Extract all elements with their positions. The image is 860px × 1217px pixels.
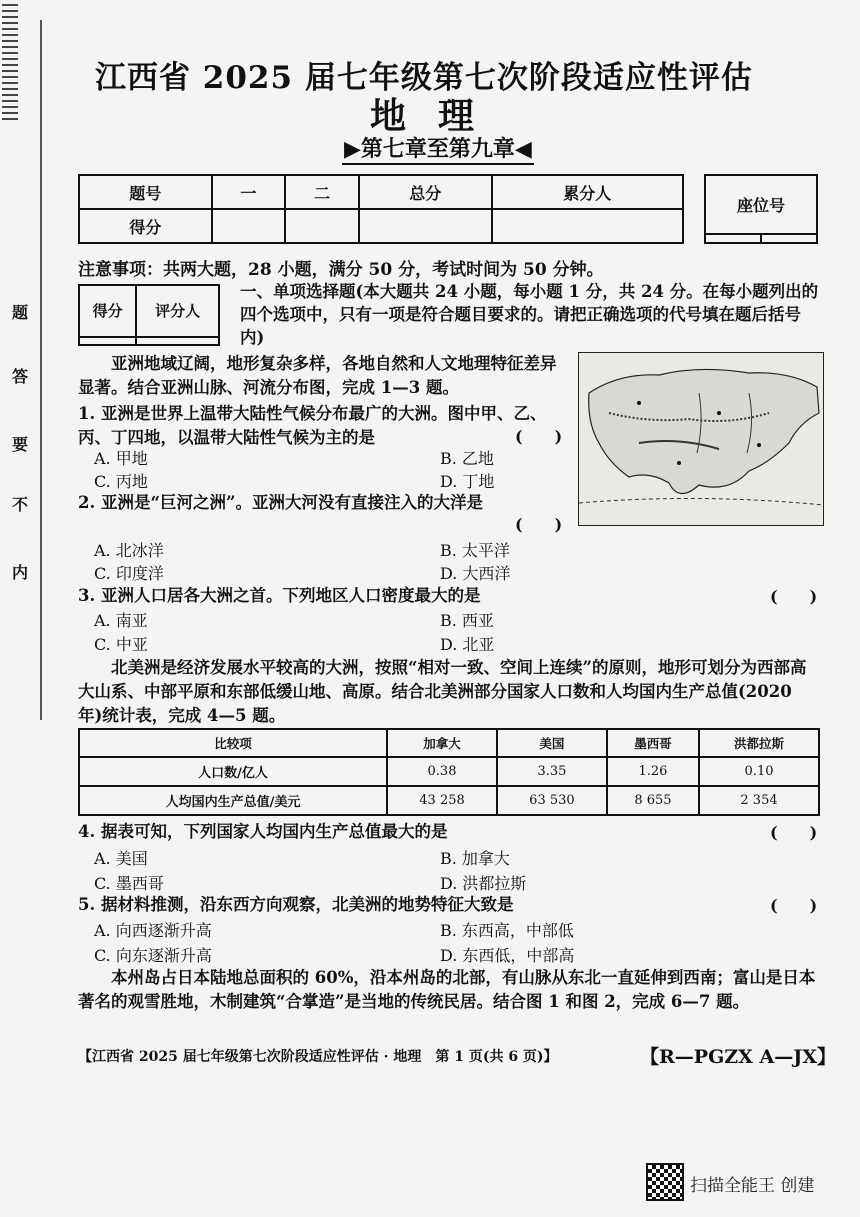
- score-header-cell: 题号: [79, 175, 212, 209]
- paper-code: 【R—PGZX A—JX】: [640, 1046, 837, 1068]
- question-4-option-c[interactable]: C. 墨西哥: [94, 874, 164, 893]
- question-5-option-d[interactable]: D. 东西低，中部高: [440, 946, 575, 965]
- score-header-cell: 累分人: [492, 175, 684, 209]
- question-3-option-a[interactable]: A. 南亚: [94, 611, 148, 630]
- subject-title: 地理: [370, 95, 507, 137]
- exam-notes: 注意事项：共两大题，28 小题，满分 50 分，考试时间为 50 分钟。: [78, 260, 604, 280]
- question-3-option-d[interactable]: D. 北亚: [440, 635, 495, 654]
- question-4-option-a[interactable]: A. 美国: [94, 849, 148, 868]
- table-cell: 1.26: [607, 757, 699, 786]
- question-2-option-b[interactable]: B. 太平洋: [440, 541, 510, 560]
- table-cell: 43 258: [387, 786, 497, 815]
- section-heading: 一、单项选择题(本大题共 24 小题，每小题 1 分，共 24 分。在每小题列出的四个选项中，只有一项是符合题目要求的。请把正确选项的代号填在题后括号内): [240, 282, 819, 347]
- score-cell[interactable]: [212, 209, 286, 243]
- score-cell[interactable]: [492, 209, 684, 243]
- seat-cell[interactable]: [705, 234, 761, 243]
- scanner-watermark: 扫描全能王 创建: [690, 1176, 815, 1196]
- grader-cell[interactable]: [136, 337, 219, 345]
- question-5-option-b[interactable]: B. 东西高，中部低: [440, 921, 574, 940]
- question-4-option-d[interactable]: D. 洪都拉斯: [440, 874, 527, 893]
- question-3-option-c[interactable]: C. 中亚: [94, 635, 148, 654]
- binding-char-nei: 内: [12, 563, 29, 582]
- question-2-answer-paren[interactable]: ( ): [515, 515, 563, 534]
- question-3-stem: 3. 亚洲人口居各大洲之首。下列地区人口密度最大的是: [78, 586, 481, 605]
- table-cell: 人均国内生产总值/美元: [79, 786, 387, 815]
- table-header-cell: 加拿大: [387, 729, 497, 757]
- passage-north-america: 北美洲是经济发展水平较高的大洲，按照“相对一致、空间上连续”的原则，地形可划分为西部高大山系、中部平原和东部低缓山地、高原。结合北美洲部分国家人口数和人均国内生产总值(2020 年)统计表，完成 4—5 题。: [78, 658, 807, 725]
- score-table: [78, 174, 684, 244]
- table-cell: 0.38: [387, 757, 497, 786]
- table-cell: 人口数/亿人: [79, 757, 387, 786]
- passage-asia: 亚洲地域辽阔，地形复杂多样，各地自然和人文地理特征差异显著。结合亚洲山脉、河流分布图，完成 1—3 题。: [78, 354, 557, 397]
- question-2-option-c[interactable]: C. 印度洋: [94, 564, 164, 583]
- table-cell: 2 354: [699, 786, 819, 815]
- seat-cell[interactable]: [761, 234, 817, 243]
- score-cell[interactable]: [359, 209, 492, 243]
- score-header-cell: 总分: [359, 175, 492, 209]
- score-row-label: 得分: [79, 209, 212, 243]
- passage-japan: 本州岛占日本陆地总面积的 60%，沿本州岛的北部，有山脉从东北一直延伸到西南；富山是日本著名的观雪胜地，木制建筑“合掌造”是当地的传统民居。结合图 1 和图 2，完成 6—7 题。: [78, 968, 816, 1011]
- table-header-cell: 比较项: [79, 729, 387, 757]
- score-header-cell: 二: [285, 175, 359, 209]
- question-2-option-d[interactable]: D. 大西洋: [440, 564, 511, 583]
- page-footer: 【江西省 2025 届七年级第七次阶段适应性评估 · 地理 第 1 页(共 6 页)】: [78, 1049, 558, 1065]
- binding-char-bu: 不: [12, 495, 29, 514]
- table-cell: 8 655: [607, 786, 699, 815]
- grader-cell[interactable]: [79, 337, 136, 345]
- seat-table: [704, 174, 818, 244]
- question-3-answer-paren[interactable]: ( ): [770, 587, 818, 606]
- question-1-option-b[interactable]: B. 乙地: [440, 449, 494, 468]
- question-1-option-d[interactable]: D. 丁地: [440, 472, 495, 491]
- binding-edge: [2, 0, 18, 120]
- grader-reviewer-label: 评分人: [136, 285, 219, 337]
- question-4-answer-paren[interactable]: ( ): [770, 823, 818, 842]
- question-5-stem: 5. 据材料推测，沿东西方向观察，北美洲的地势特征大致是: [78, 895, 514, 914]
- score-header-cell: 一: [212, 175, 286, 209]
- grader-score-label: 得分: [79, 285, 136, 337]
- binding-line: [40, 20, 42, 720]
- table-header-cell: 洪都拉斯: [699, 729, 819, 757]
- qr-code-icon: [646, 1163, 684, 1201]
- binding-char-yao: 要: [12, 435, 29, 454]
- question-1-option-c[interactable]: C. 丙地: [94, 472, 148, 491]
- question-2-stem: 2. 亚洲是“巨河之洲”。亚洲大河没有直接注入的大洋是: [78, 493, 483, 512]
- table-cell: 63 530: [497, 786, 607, 815]
- question-1-option-a[interactable]: A. 甲地: [94, 449, 148, 468]
- question-2-option-a[interactable]: A. 北冰洋: [94, 541, 164, 560]
- table-cell: 3.35: [497, 757, 607, 786]
- asia-map-icon: [579, 353, 823, 525]
- table-cell: 0.10: [699, 757, 819, 786]
- question-5-option-c[interactable]: C. 向东逐渐升高: [94, 946, 212, 965]
- grader-table: [78, 284, 220, 346]
- binding-char-ti: 题: [12, 303, 29, 322]
- seat-label: 座位号: [705, 175, 817, 234]
- asia-map-figure: [578, 352, 824, 526]
- chapter-range: ▶第七章至第九章◀: [342, 132, 534, 165]
- question-5-option-a[interactable]: A. 向西逐渐升高: [94, 921, 212, 940]
- binding-char-da: 答: [12, 367, 29, 386]
- table-header-cell: 墨西哥: [607, 729, 699, 757]
- question-4-option-b[interactable]: B. 加拿大: [440, 849, 510, 868]
- table-header-cell: 美国: [497, 729, 607, 757]
- question-1-answer-paren[interactable]: ( ): [515, 427, 563, 446]
- exam-title: 江西省 2025 届七年级第七次阶段适应性评估: [95, 60, 753, 96]
- population-gdp-table: [78, 728, 820, 816]
- score-cell[interactable]: [285, 209, 359, 243]
- question-4-stem: 4. 据表可知，下列国家人均国内生产总值最大的是: [78, 822, 448, 841]
- question-5-answer-paren[interactable]: ( ): [770, 896, 818, 915]
- question-1-stem: 1. 亚洲是世界上温带大陆性气候分布最广的大洲。图中甲、乙、丙、丁四地，以温带大陆性气候为主的是: [78, 404, 547, 447]
- question-3-option-b[interactable]: B. 西亚: [440, 611, 494, 630]
